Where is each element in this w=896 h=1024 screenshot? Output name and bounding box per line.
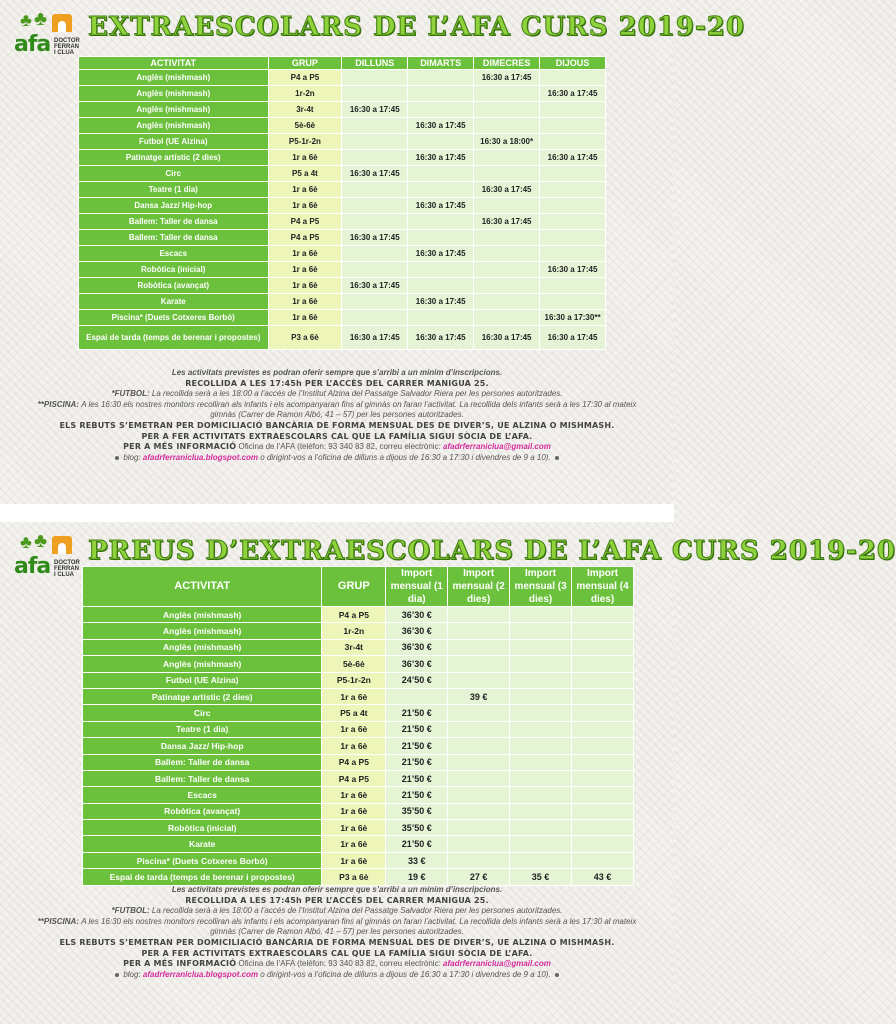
price-3-days: [510, 721, 572, 737]
group-cell: 1r a 6è: [268, 246, 342, 262]
price-2-days: [448, 836, 510, 852]
dimarts-cell: 16:30 a 17:45: [408, 150, 474, 166]
header-import-1: Import mensual (1 dia): [386, 567, 448, 607]
bullet-icon: [115, 456, 119, 460]
dilluns-cell: [342, 246, 408, 262]
dimarts-cell: [408, 278, 474, 294]
dimecres-cell: [474, 118, 540, 134]
activity-name: Ballem: Taller de dansa: [79, 230, 269, 246]
group-cell: 1r a 6è: [322, 820, 386, 836]
dilluns-cell: [342, 310, 408, 326]
activity-name: Ballem: Taller de dansa: [79, 214, 269, 230]
note-futbol: *FUTBOL: La recollida serà a les 18:00 a l’accés de l’Institut Alzina del Passatge Salvador Riera per les persones autoritzades.: [111, 906, 563, 916]
note-minimum: Les activitats previstes es podran oferir sempre que s’arribi a un mínim d’inscripcions.: [171, 368, 503, 377]
group-cell: 5è-6è: [322, 656, 386, 672]
dimecres-cell: 16:30 a 18:00*: [474, 134, 540, 150]
dimecres-cell: 16:30 a 17:45: [474, 70, 540, 86]
schedule-header-row: [79, 57, 606, 70]
dijous-cell: [540, 102, 606, 118]
price-4-days: [572, 656, 634, 672]
price-row: [83, 754, 634, 770]
group-cell: P4 a P5: [268, 230, 342, 246]
price-row: [83, 705, 634, 721]
activity-name: Dansa Jazz/ Hip-hop: [79, 198, 269, 214]
dimecres-cell: [474, 198, 540, 214]
dimecres-cell: [474, 262, 540, 278]
group-cell: 1r a 6è: [268, 198, 342, 214]
price-row: [83, 688, 634, 704]
activity-name: Anglès (mishmash): [79, 70, 269, 86]
dimecres-cell: 16:30 a 17:45: [474, 182, 540, 198]
dijous-cell: [540, 246, 606, 262]
price-1-day: 21’50 €: [386, 754, 448, 770]
price-4-days: [572, 820, 634, 836]
price-1-day: 21’50 €: [386, 721, 448, 737]
activity-name: Robòtica (avançat): [83, 803, 322, 819]
tree-icon: ♣: [34, 530, 48, 552]
dimarts-cell: 16:30 a 17:45: [408, 118, 474, 134]
price-1-day: 21’50 €: [386, 836, 448, 852]
dimarts-cell: [408, 230, 474, 246]
price-1-day: 35’50 €: [386, 820, 448, 836]
price-2-days: 39 €: [448, 688, 510, 704]
group-cell: P4 a P5: [322, 754, 386, 770]
header-activitat: ACTIVITAT: [83, 567, 322, 607]
activity-name: Futbol (UE Alzina): [79, 134, 269, 150]
group-cell: 1r a 6è: [322, 688, 386, 704]
header-dimarts: DIMARTS: [408, 57, 474, 70]
dimarts-cell: [408, 310, 474, 326]
price-2-days: [448, 672, 510, 688]
price-row: [83, 852, 634, 868]
dimarts-cell: 16:30 a 17:45: [408, 246, 474, 262]
header-import-3: Import mensual (3 dies): [510, 567, 572, 607]
group-cell: P4 a P5: [268, 214, 342, 230]
dijous-cell: 16:30 a 17:45: [540, 326, 606, 350]
dimecres-cell: 16:30 a 17:45: [474, 326, 540, 350]
activity-name: Dansa Jazz/ Hip-hop: [83, 738, 322, 754]
group-cell: 1r a 6è: [322, 836, 386, 852]
dimarts-cell: [408, 102, 474, 118]
schedule-row: [79, 198, 606, 214]
activity-name: Patinatge artístic (2 dies): [79, 150, 269, 166]
price-1-day: 21’50 €: [386, 738, 448, 754]
price-1-day: 35’50 €: [386, 803, 448, 819]
dimecres-cell: [474, 294, 540, 310]
dilluns-cell: 16:30 a 17:45: [342, 230, 408, 246]
dijous-cell: [540, 70, 606, 86]
dilluns-cell: [342, 262, 408, 278]
activity-name: Ballem: Taller de dansa: [83, 770, 322, 786]
price-row: [83, 607, 634, 623]
group-cell: P4 a P5: [322, 770, 386, 786]
price-1-day: 24’50 €: [386, 672, 448, 688]
schedule-row: [79, 166, 606, 182]
group-cell: 1r a 6è: [268, 310, 342, 326]
group-cell: 1r a 6è: [268, 278, 342, 294]
dimarts-cell: [408, 86, 474, 102]
note-info: PER A MÉS INFORMACIÓ Oficina de l’AFA (telèfon: 93 340 83 82, correu electrònic: afadrferraniclua@gmail.com: [123, 442, 551, 452]
dijous-cell: [540, 278, 606, 294]
activity-name: Escacs: [83, 787, 322, 803]
dijous-cell: [540, 230, 606, 246]
dimecres-cell: 16:30 a 17:45: [474, 214, 540, 230]
price-2-days: [448, 787, 510, 803]
activity-name: Anglès (mishmash): [83, 639, 322, 655]
dilluns-cell: [342, 214, 408, 230]
price-4-days: [572, 836, 634, 852]
dimecres-cell: [474, 102, 540, 118]
dimecres-cell: [474, 278, 540, 294]
note-piscina: **PISCINA: A les 16:30 els nostres monitors recolliran als infants i els acompanyaran fins al gimnàs on faran l’activitat. La recollida dels infants serà a les 17:30 al mateix gimnàs (Carrer de Ramon Albó, 41 – 57) per les persones autoritzades.: [37, 916, 637, 937]
price-4-days: [572, 639, 634, 655]
activity-name: Piscina* (Duets Cotxeres Borbó): [83, 852, 322, 868]
schedule-row: [79, 214, 606, 230]
dilluns-cell: [342, 118, 408, 134]
logo-subtitle: DOCTOR FERRAN I CLUA: [54, 560, 80, 578]
header-activitat: ACTIVITAT: [79, 57, 269, 70]
schedule-notes: [30, 368, 644, 463]
price-row: [83, 803, 634, 819]
price-row: [83, 770, 634, 786]
dijous-cell: [540, 134, 606, 150]
price-4-days: [572, 721, 634, 737]
price-2-days: [448, 852, 510, 868]
note-pickup: RECOLLIDA A LES 17:45h PER L’ACCÈS DEL CARRER MANIGUA 25.: [185, 895, 489, 905]
dimarts-cell: 16:30 a 17:45: [408, 326, 474, 350]
price-2-days: [448, 623, 510, 639]
price-3-days: [510, 803, 572, 819]
price-1-day: 21’50 €: [386, 705, 448, 721]
note-pickup: RECOLLIDA A LES 17:45h PER L’ACCÈS DEL CARRER MANIGUA 25.: [185, 378, 489, 388]
dijous-cell: [540, 118, 606, 134]
price-row: [83, 656, 634, 672]
group-cell: 1r a 6è: [268, 150, 342, 166]
dilluns-cell: 16:30 a 17:45: [342, 326, 408, 350]
price-4-days: [572, 803, 634, 819]
note-receipts: ELS REBUTS S’EMETRAN PER DOMICILIACIÓ BANCÀRIA DE FORMA MENSUAL DES DE DIVER’S, UE ALZINA O MISHMASH.: [59, 937, 615, 947]
dimecres-cell: [474, 166, 540, 182]
schedule-row: [79, 294, 606, 310]
price-1-day: [386, 688, 448, 704]
price-1-day: 21’50 €: [386, 770, 448, 786]
price-2-days: 27 €: [448, 869, 510, 885]
dimecres-cell: [474, 86, 540, 102]
price-2-days: [448, 770, 510, 786]
activity-name: Anglès (mishmash): [79, 86, 269, 102]
price-3-days: [510, 672, 572, 688]
school-icon: [52, 536, 72, 554]
price-3-days: [510, 639, 572, 655]
bullet-icon: [555, 973, 559, 977]
blog-link[interactable]: afadrferraniclua.blogspot.com: [142, 452, 259, 462]
price-3-days: [510, 623, 572, 639]
price-4-days: [572, 852, 634, 868]
bullet-icon: [115, 973, 119, 977]
price-4-days: 43 €: [572, 869, 634, 885]
price-3-days: [510, 836, 572, 852]
schedule-body: [79, 70, 606, 350]
price-2-days: [448, 803, 510, 819]
bullet-icon: [555, 456, 559, 460]
price-3-days: [510, 656, 572, 672]
group-cell: 1r a 6è: [268, 262, 342, 278]
price-3-days: 35 €: [510, 869, 572, 885]
note-blog: blog: afadrferraniclua.blogspot.com o dirigint-vos a l’oficina de dilluns a dijous de 16:30 a 17:30 i divendres de 9 a 10).: [30, 453, 644, 464]
activity-name: Robòtica (inicial): [83, 820, 322, 836]
header-dimecres: DIMECRES: [474, 57, 540, 70]
price-4-days: [572, 672, 634, 688]
note-piscina: **PISCINA: A les 16:30 els nostres monitors recolliran als infants i els acompanyaran fins al gimnàs on faran l’activitat. La recollida dels infants serà a les 17:30 al mateix gimnàs (Carrer de Ramon Albó, 41 – 57) per les persones autoritzades.: [37, 399, 637, 420]
note-membership: PER A FER ACTIVITATS EXTRAESCOLARS CAL QUE LA FAMÍLIA SIGUI SÒCIA DE L’AFA.: [141, 948, 533, 958]
group-cell: 1r-2n: [322, 623, 386, 639]
dimarts-cell: 16:30 a 17:45: [408, 198, 474, 214]
dimarts-cell: [408, 70, 474, 86]
price-4-days: [572, 738, 634, 754]
group-cell: 1r a 6è: [268, 182, 342, 198]
group-cell: 1r a 6è: [322, 787, 386, 803]
dimecres-cell: [474, 310, 540, 326]
header-import-2: Import mensual (2 dies): [448, 567, 510, 607]
price-4-days: [572, 754, 634, 770]
price-1-day: 33 €: [386, 852, 448, 868]
dilluns-cell: [342, 70, 408, 86]
tree-icon: ♣: [34, 8, 48, 30]
activity-name: Anglès (mishmash): [83, 607, 322, 623]
activity-name: Anglès (mishmash): [83, 623, 322, 639]
activity-name: Ballem: Taller de dansa: [83, 754, 322, 770]
price-3-days: [510, 787, 572, 803]
price-4-days: [572, 623, 634, 639]
logo-text: afa: [14, 554, 51, 579]
dijous-cell: [540, 166, 606, 182]
schedule-row: [79, 102, 606, 118]
dijous-cell: 16:30 a 17:30**: [540, 310, 606, 326]
price-1-day: 36’30 €: [386, 623, 448, 639]
logo-text: afa: [14, 32, 51, 57]
price-2-days: [448, 705, 510, 721]
price-row: [83, 721, 634, 737]
price-1-day: 36’30 €: [386, 639, 448, 655]
activity-name: Espai de tarda (temps de berenar i propostes): [79, 326, 269, 350]
group-cell: 1r-2n: [268, 86, 342, 102]
activity-name: Robòtica (inicial): [79, 262, 269, 278]
dimecres-cell: [474, 150, 540, 166]
header-import-4: Import mensual (4 dies): [572, 567, 634, 607]
price-row: [83, 836, 634, 852]
activity-name: Futbol (UE Alzina): [83, 672, 322, 688]
price-2-days: [448, 607, 510, 623]
price-3-days: [510, 770, 572, 786]
price-3-days: [510, 688, 572, 704]
price-row: [83, 672, 634, 688]
price-4-days: [572, 705, 634, 721]
price-2-days: [448, 738, 510, 754]
price-1-day: 21’50 €: [386, 787, 448, 803]
dijous-cell: 16:30 a 17:45: [540, 262, 606, 278]
price-3-days: [510, 820, 572, 836]
activity-name: Teatre (1 dia): [79, 182, 269, 198]
price-4-days: [572, 770, 634, 786]
page-divider: [0, 504, 674, 522]
activity-name: Escacs: [79, 246, 269, 262]
dimarts-cell: [408, 182, 474, 198]
dimarts-cell: [408, 214, 474, 230]
prices-notes: [30, 885, 644, 980]
activity-name: Piscina* (Duets Cotxeres Borbó): [79, 310, 269, 326]
schedule-row: [79, 310, 606, 326]
price-row: [83, 738, 634, 754]
group-cell: 1r a 6è: [268, 294, 342, 310]
dimecres-cell: [474, 246, 540, 262]
group-cell: P3 a 6è: [268, 326, 342, 350]
price-row: [83, 623, 634, 639]
schedule-row: [79, 70, 606, 86]
price-1-day: 36’30 €: [386, 607, 448, 623]
group-cell: P5 a 4t: [268, 166, 342, 182]
afa-logo: [10, 532, 80, 584]
dijous-cell: [540, 294, 606, 310]
dijous-cell: [540, 182, 606, 198]
dimarts-cell: [408, 134, 474, 150]
activity-name: Anglès (mishmash): [79, 102, 269, 118]
activity-name: Karate: [79, 294, 269, 310]
note-membership: PER A FER ACTIVITATS EXTRAESCOLARS CAL QUE LA FAMÍLIA SIGUI SÒCIA DE L’AFA.: [141, 431, 533, 441]
group-cell: 1r a 6è: [322, 738, 386, 754]
activity-name: Patinatge artístic (2 dies): [83, 688, 322, 704]
schedule-row: [79, 118, 606, 134]
note-blog: blog: afadrferraniclua.blogspot.com o dirigint-vos a l’oficina de dilluns a dijous de 16:30 a 17:30 i divendres de 9 a 10).: [30, 970, 644, 981]
tree-icon: ♣: [20, 10, 32, 30]
afa-logo: [10, 10, 80, 62]
activity-name: Circ: [83, 705, 322, 721]
schedule-row: [79, 86, 606, 102]
group-cell: P5 a 4t: [322, 705, 386, 721]
schedule-page: [0, 0, 745, 496]
group-cell: P3 a 6è: [322, 869, 386, 885]
note-minimum: Les activitats previstes es podran oferir sempre que s’arribi a un mínim d’inscripcions.: [171, 885, 503, 894]
dilluns-cell: 16:30 a 17:45: [342, 102, 408, 118]
dilluns-cell: 16:30 a 17:45: [342, 166, 408, 182]
price-1-day: 36’30 €: [386, 656, 448, 672]
price-3-days: [510, 852, 572, 868]
group-cell: 3r-4t: [322, 639, 386, 655]
price-1-day: 19 €: [386, 869, 448, 885]
price-row: [83, 820, 634, 836]
dijous-cell: 16:30 a 17:45: [540, 86, 606, 102]
dilluns-cell: [342, 86, 408, 102]
activity-name: Robòtica (avançat): [79, 278, 269, 294]
activity-name: Espai de tarda (temps de berenar i propostes): [83, 869, 322, 885]
activity-name: Anglès (mishmash): [83, 656, 322, 672]
dimarts-cell: 16:30 a 17:45: [408, 294, 474, 310]
group-cell: P4 a P5: [322, 607, 386, 623]
dilluns-cell: [342, 182, 408, 198]
price-3-days: [510, 705, 572, 721]
schedule-row: [79, 326, 606, 350]
price-2-days: [448, 754, 510, 770]
activity-name: Circ: [79, 166, 269, 182]
header-dilluns: DILLUNS: [342, 57, 408, 70]
dimarts-cell: [408, 262, 474, 278]
price-2-days: [448, 721, 510, 737]
price-3-days: [510, 738, 572, 754]
price-3-days: [510, 754, 572, 770]
price-3-days: [510, 607, 572, 623]
school-icon: [52, 14, 72, 32]
dimecres-cell: [474, 230, 540, 246]
price-2-days: [448, 656, 510, 672]
note-info: PER A MÉS INFORMACIÓ Oficina de l’AFA (telèfon: 93 340 83 82, correu electrònic: afadrferraniclua@gmail.com: [123, 959, 551, 969]
group-cell: 3r-4t: [268, 102, 342, 118]
group-cell: 1r a 6è: [322, 803, 386, 819]
dimarts-cell: [408, 166, 474, 182]
note-receipts: ELS REBUTS S’EMETRAN PER DOMICILIACIÓ BANCÀRIA DE FORMA MENSUAL DES DE DIVER’S, UE ALZINA O MISHMASH.: [59, 420, 615, 430]
header-grup: GRUP: [322, 567, 386, 607]
dijous-cell: 16:30 a 17:45: [540, 150, 606, 166]
group-cell: P5-1r-2n: [322, 672, 386, 688]
email-link[interactable]: afadrferraniclua@gmail.com: [443, 959, 551, 969]
activity-name: Anglès (mishmash): [79, 118, 269, 134]
price-row: [83, 639, 634, 655]
schedule-row: [79, 134, 606, 150]
group-cell: P5-1r-2n: [268, 134, 342, 150]
schedule-table: [78, 56, 606, 350]
group-cell: 1r a 6è: [322, 721, 386, 737]
dilluns-cell: [342, 150, 408, 166]
price-4-days: [572, 688, 634, 704]
dijous-cell: [540, 214, 606, 230]
price-2-days: [448, 820, 510, 836]
price-4-days: [572, 787, 634, 803]
price-4-days: [572, 607, 634, 623]
price-2-days: [448, 639, 510, 655]
schedule-row: [79, 262, 606, 278]
schedule-row: [79, 246, 606, 262]
tree-icon: ♣: [20, 532, 32, 552]
group-cell: 1r a 6è: [322, 852, 386, 868]
note-futbol: *FUTBOL: La recollida serà a les 18:00 a l’accés de l’Institut Alzina del Passatge Salvador Riera per les persones autoritzades.: [111, 389, 563, 399]
header-dijous: DIJOUS: [540, 57, 606, 70]
blog-link[interactable]: afadrferraniclua.blogspot.com: [142, 969, 259, 979]
price-row: [83, 869, 634, 885]
activity-name: Karate: [83, 836, 322, 852]
schedule-row: [79, 230, 606, 246]
prices-header-row: [83, 567, 634, 607]
dilluns-cell: [342, 134, 408, 150]
dilluns-cell: 16:30 a 17:45: [342, 278, 408, 294]
prices-body: [83, 607, 634, 886]
activity-name: Teatre (1 dia): [83, 721, 322, 737]
schedule-row: [79, 182, 606, 198]
group-cell: 5è-6è: [268, 118, 342, 134]
schedule-row: [79, 150, 606, 166]
dilluns-cell: [342, 198, 408, 214]
schedule-title: EXTRAESCOLARS DE L’AFA CURS 2019-20: [88, 12, 745, 42]
price-row: [83, 787, 634, 803]
prices-title: PREUS D’EXTRAESCOLARS DE L’AFA CURS 2019-20: [88, 536, 896, 566]
logo-subtitle: DOCTOR FERRAN I CLUA: [54, 38, 80, 56]
dilluns-cell: [342, 294, 408, 310]
dijous-cell: [540, 198, 606, 214]
header-grup: GRUP: [268, 57, 342, 70]
email-link[interactable]: afadrferraniclua@gmail.com: [443, 442, 551, 452]
group-cell: P4 a P5: [268, 70, 342, 86]
schedule-row: [79, 278, 606, 294]
prices-table: [82, 566, 634, 886]
